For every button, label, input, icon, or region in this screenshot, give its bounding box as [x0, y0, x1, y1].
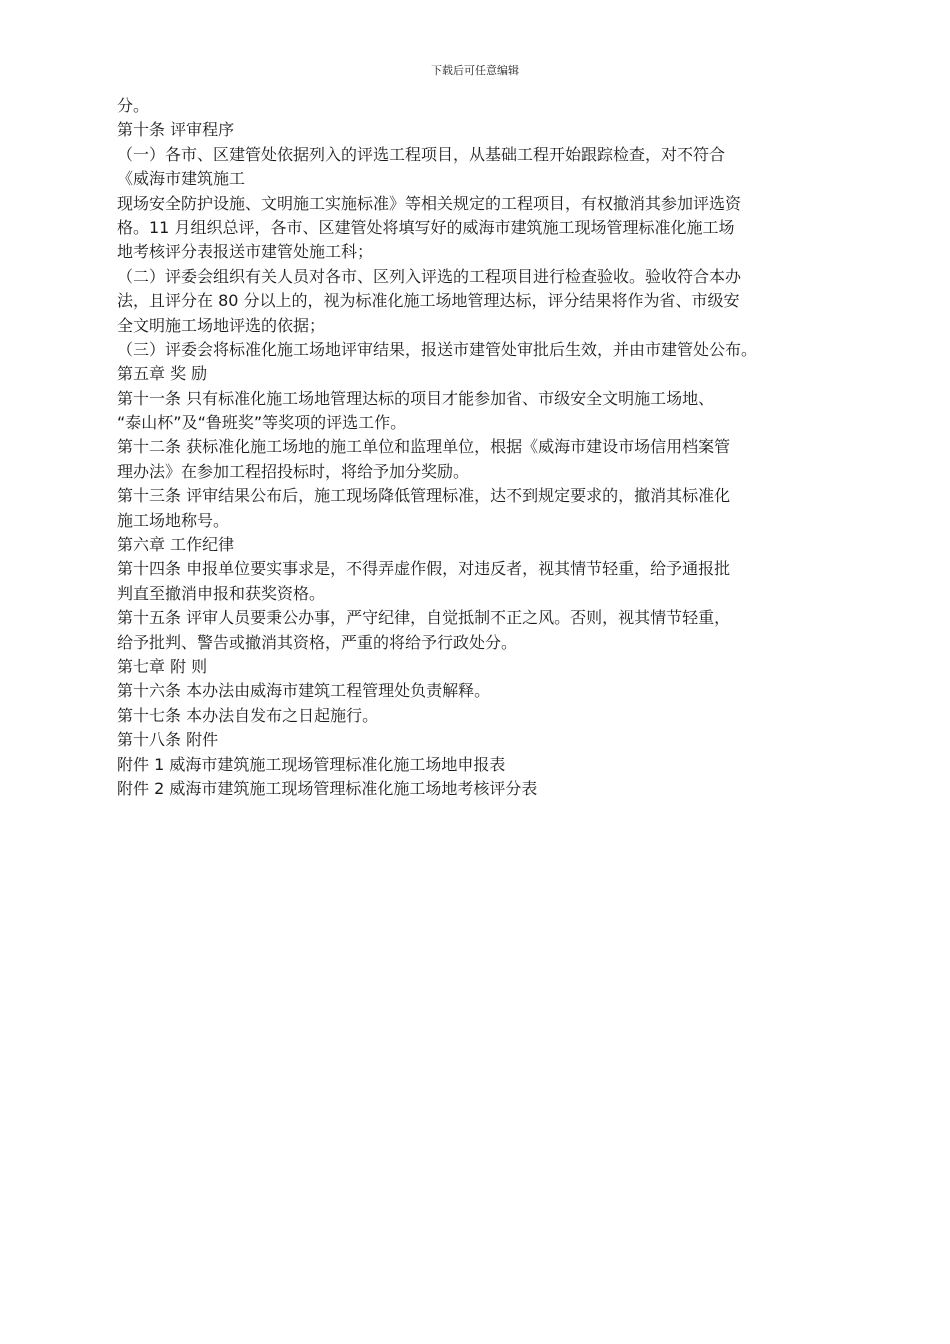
text-line: 地考核评分表报送市建管处施工科；	[117, 242, 374, 262]
page-header: 下载后可任意编辑	[431, 64, 519, 77]
document-body	[117, 94, 877, 801]
text-line: “泰山杯”及“鲁班奖”等奖项的评选工作。	[117, 413, 407, 433]
attachment-item: 附件 2 威海市建筑施工现场管理标准化施工场地考核评分表	[117, 778, 538, 798]
text-line: 《威海市建筑施工	[117, 169, 246, 189]
text-line: 理办法》在参加工程招投标时，将给予加分奖励。	[117, 461, 470, 481]
text-line: 第十一条 只有标准化施工场地管理达标的项目才能参加省、市级安全文明施工场地、	[117, 388, 715, 408]
chapter-heading: 第六章 工作纪律	[117, 535, 235, 555]
text-line: 全文明施工场地评选的依据；	[117, 315, 326, 335]
chapter-heading: 第七章 附 则	[117, 656, 208, 676]
text-line: 第十七条 本办法自发布之日起施行。	[117, 705, 379, 725]
chapter-heading: 第五章 奖 励	[117, 364, 208, 384]
attachment-item: 附件 1 威海市建筑施工现场管理标准化施工场地申报表	[117, 754, 506, 774]
text-line: （二）评委会组织有关人员对各市、区列入评选的工程项目进行检查验收。验收符合本办	[117, 266, 742, 286]
text-line: 施工场地称号。	[117, 510, 230, 530]
text-line: 第十二条 获标准化施工场地的施工单位和监理单位，根据《威海市建设市场信用档案管	[117, 437, 731, 457]
text-line: 分。	[117, 96, 150, 115]
text-line: 现场安全防护设施、文明施工实施标准》等相关规定的工程项目，有权撤消其参加评选资	[117, 193, 742, 213]
text-line: 第十三条 评审结果公布后，施工现场降低管理标准，达不到规定要求的，撤消其标准化	[117, 486, 731, 506]
text-line: （一）各市、区建管处依据列入的评选工程项目，从基础工程开始跟踪检查，对不符合	[117, 144, 726, 164]
text-line: 给予批判、警告或撤消其资格，严重的将给予行政处分。	[117, 632, 518, 652]
text-line: （三）评委会将标准化施工场地评审结果，报送市建管处审批后生效，并由市建管处公布。	[117, 339, 758, 359]
text-line: 法，且评分在 80 分以上的，视为标准化施工场地管理达标，评分结果将作为省、市级安	[117, 291, 740, 311]
text-line: 第十四条 申报单位要实事求是，不得弄虚作假，对违反者，视其情节轻重，给予通报批	[117, 559, 731, 579]
text-line: 第十五条 评审人员要秉公办事，严守纪律，自觉抵制不正之风。否则，视其情节轻重，	[117, 608, 731, 628]
article-heading: 第十条 评审程序	[117, 120, 235, 140]
text-line: 格。11 月组织总评，各市、区建管处将填写好的威海市建筑施工现场管理标准化施工场	[117, 217, 735, 237]
text-line: 判直至撤消申报和获奖资格。	[117, 583, 326, 603]
text-line: 第十八条 附件	[117, 730, 219, 750]
text-line: 第十六条 本办法由威海市建筑工程管理处负责解释。	[117, 681, 491, 701]
